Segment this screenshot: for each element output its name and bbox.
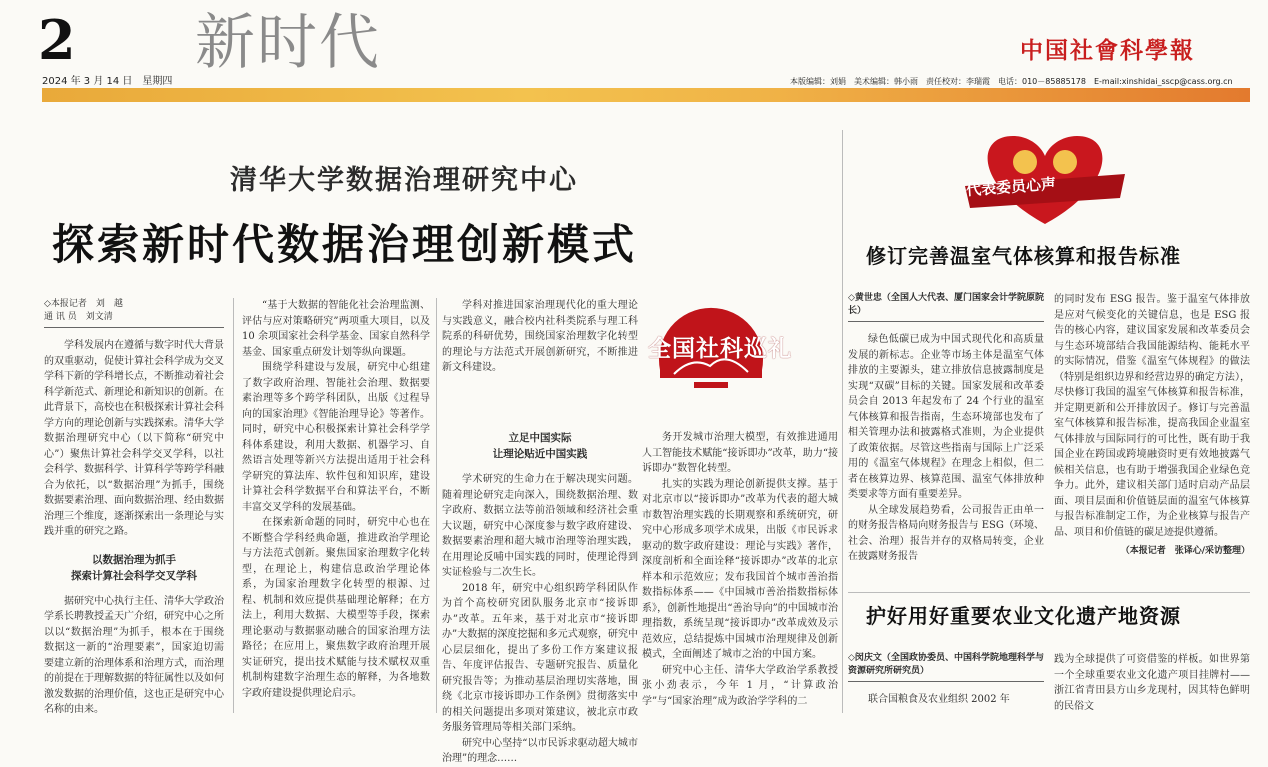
sidebar-byline: ◇闵庆文（全国政协委员、中国科学院地理科学与资源研究所研究员） <box>848 652 1044 682</box>
newspaper-masthead: 中国社會科學報 <box>1020 37 1195 64</box>
paragraph: 据研究中心执行主任、清华大学政治学系长聘教授孟天广介绍，研究中心之所以以“数据治理”为抓手，根本在于围绕数据这一新的“治理要素”，国家迫切需要建立新的治理体系和治理方式，而治理的前提在于理解数据的特征属性以及如何激发数据的治理价值，这也正是研究中心名称的由来。 <box>44 595 224 715</box>
issue-date: 2024 年 3 月 14 日 星期四 <box>42 76 173 87</box>
paragraph: 学科对推进国家治理现代化的重大理论与实践意义，融合校内社科类院系与理工科院系的科研优势，围绕国家治理数字化转型的理论与方法范式开展创新研究，不断推进新文科建设。 <box>442 300 638 373</box>
logo-label: 代表委员心声 <box>965 174 1057 200</box>
column-divider <box>233 298 234 713</box>
subheading: 立足中国实际 让理论贴近中国实践 <box>492 432 588 460</box>
stamp-label: 全国社科巡礼 <box>648 336 792 362</box>
article-column-4 <box>442 430 638 764</box>
paragraph: 践为全球提供了可资借鉴的样板。如世界第一个全球重要农业文化遗产项目挂牌村——浙江省青田县方山乡龙现村，因其特色鲜明的民俗文 <box>1054 654 1250 712</box>
sidebar-column-4 <box>1054 652 1250 713</box>
paragraph: 研究中心主任、清华大学政治学系教授张小劲表示，今年 1 月，“计算政治学”与“国家治理”成为政治学学科的二 <box>642 664 838 707</box>
article-kicker: 清华大学数据治理研究中心 <box>230 165 578 196</box>
paragraph: “基于大数据的智能化社会治理监测、评估与应对策略研究”两项重大项目，以及 10 余项国家社会科学基金、国家自然科学基金、国家重点研发计划等纵向课题。 <box>242 300 430 358</box>
column-divider <box>842 130 843 713</box>
paragraph: 在探索新命题的同时，研究中心也在不断整合学科经典命题，推进政治学理论与方法范式创新。聚焦国家治理数字化转型，在理论上，构建信息政治学理论体系，为国家治理数字化转型的根源、过程、机制和效应提供基础理论解释；在方法上，利用大数据、大模型等手段，探索理论驱动与数据驱动融合的国家治理方法路径；在应用上，聚焦数字政府治理开展实证研究，提出技术赋能与技术赋权双重机制构建数字治理生态的解释，为各地数字政府建设提供理论启示。 <box>242 517 430 699</box>
paragraph: 2018 年，研究中心组织跨学科团队作为首个高校研究团队服务北京市“接诉即办”改革。五年来，基于对北京市“接诉即办”大数据的深度挖掘和多元式观察，研究中心层层细化，提出了多份工作方案建议报告、年度评估报告、专题研究报告、质量化研究报告等；为推动基层治理切实落地，围绕《北京市接诉即办工作条例》贯彻落实中的相关问题提出多项对策建议，被北京市政务服务管理局等相关部门采纳。 <box>442 582 638 733</box>
header-banner <box>42 88 1250 102</box>
sidebar-byline: ◇黄世忠（全国人大代表、厦门国家会计学院原院长） <box>848 292 1044 322</box>
sidebar-column-3 <box>848 652 1044 713</box>
article-column-2 <box>242 298 430 713</box>
article-column-3 <box>442 298 638 418</box>
sidebar-headline-2: 护好用好重要农业文化遗产地资源 <box>866 604 1181 628</box>
reporter-note: （本报记者 张译心/采访整理） <box>1120 546 1250 556</box>
paragraph: 围绕学科建设与发展，研究中心组建了数字政府治理、智能社会治理、数据要素治理等多个跨学科团队，出版《过程导向的国家治理》《智能治理导论》等著作。同时，研究中心积极探索计算社会科学学科体系建设，利用大数据、机器学习、自然语言处理等新兴方法提出适用于社会科学研究的算法库、软件包和知识库，建设计算社会科学数据平台和算法平台，不断丰富交叉学科的发展基础。 <box>242 362 430 513</box>
article-headline: 探索新时代数据治理创新模式 <box>52 220 638 269</box>
sidebar-column-2 <box>1054 292 1250 592</box>
page-number: 2 <box>38 8 76 72</box>
paragraph: 研究中心坚持“以市民诉求驱动超大城市治理”的理念…… <box>442 737 638 764</box>
paragraph: 扎实的实践为理论创新提供支撑。基于对北京市以“接诉即办”改革为代表的超大城市数智治理实践的长期观察和系统研究，研究中心形成多项学术成果，出版《市民诉求驱动的数字政府建设：理论与实践》著作，深度剖析和全面诠释“接诉即办”改革的北京样本和示范效应；发布我国首个城市善治指数指标体系——《中国城市善治指数指标体系》，创新性地提出“善治导向”的中国城市治理指数，系统呈现“接诉即办”改革成效及示范效应，总结提炼中国城市治理规律及创新模式，全面阐述了城市之治的中国方案。 <box>642 478 838 660</box>
paragraph: 务开发城市治理大模型，有效推进通用人工智能技术赋能“接诉即办”改革，助力“接诉即办”数智化转型。 <box>642 432 838 474</box>
section-divider <box>848 592 1250 593</box>
paragraph: 绿色低碳已成为中国式现代化和高质量发展的新标志。企业等市场主体是温室气体排放的主要源头，建立排放信息披露制度是实现“双碳”目标的关键。国家发展和改革委员会自 2013 年起发布了 24 个行业的温室气体核算和报告指南，生态环境部也发布了相关管理办法和披露格式准则，为企业提供了政策依据。尽管这些指南与国际上广泛采用的《温室气体规程》在理念上相似，但二者在核算边界、核算范围、温室气体排放种类要求等方面有重要差异。 <box>848 334 1044 500</box>
paragraph: 从全球发展趋势看，公司报告正由单一的财务报告格局向财务报告与 ESG（环境、社会、治理）报告并存的双格局转变，企业在披露财务报告 <box>848 504 1044 562</box>
column-divider <box>436 298 437 713</box>
article-column-1 <box>44 298 224 713</box>
sidebar-headline: 修订完善温室气体核算和报告标准 <box>866 244 1181 268</box>
paragraph: 的同时发布 ESG 报告。鉴于温室气体排放是应对气候变化的关键信息，也是 ESG 报告的核心内容，建议国家发展和改革委员会与生态环境部结合我国能源结构、能耗水平的实际情况，借鉴《温室气体规程》的做法（特别是组织边界和经营边界的确定方法），尽快修订我国的温室气体核算和报告标准，并定期更新和公开排放因子。修订与完善温室气体核算和报告标准，提高我国企业温室气体排放与国际同行的可比性，既有助于我国企业在跨国或跨境融资时更有效地披露气候相关信息，也有助于增强我国企业绿色竞争力。此外，建议相关部门适时启动产品层面、项目层面和价值链层面的温室气体核算与报告标准制定工作，为企业核算与报告产品、项目和价值链的碳足迹提供遵循。 <box>1054 294 1250 538</box>
editor-credits: 本版编辑：刘娟 美术编辑：韩小雨 责任校对：李瑞霞 电话：010－85885178 E-mail:xinshidai_sscp@cass.org.cn <box>790 77 1233 86</box>
paragraph: 学科发展内在遵循与数字时代大背景的双重驱动，促使计算社会科学成为交叉学科下新的学科增长点，不断推动着社会科学新范式、新理论和新知识的创新。在此背景下，高校也在积极探索计算社会科学方向的理论创新与实践探索。清华大学数据治理研究中心（以下简称“研究中心”）聚焦计算社会科学交叉学科，以社会科学、数据科学、计算科学等跨学科融合为依托，以“数据治理”为抓手，围绕数据要素治理、面向数据治理、经由数据治理三个维度，逐渐探索出一条理论与实践并重的研究之路。 <box>44 340 224 537</box>
article-byline: ◇本报记者 刘 越 通 讯 员 刘文清 <box>44 298 224 328</box>
paragraph: 学术研究的生命力在于解决现实问题。随着理论研究走向深入，围绕数据治理、数字政府、数据立法等前沿领域和经济社会重大议题，研究中心深度参与数字政府建设、数据要素治理和超大城市治理等治理实践，在用理论反哺中国实践的同时，使理论得到实证检验与二次生长。 <box>442 474 638 578</box>
section-title: 新时代 <box>195 8 381 78</box>
paragraph: 联合国粮食及农业组织 2002 年 <box>868 694 1010 705</box>
subheading: 以数据治理为抓手 探索计算社会科学交叉学科 <box>71 553 197 582</box>
sidebar-column-1 <box>848 292 1044 592</box>
article-column-5 <box>642 430 838 713</box>
